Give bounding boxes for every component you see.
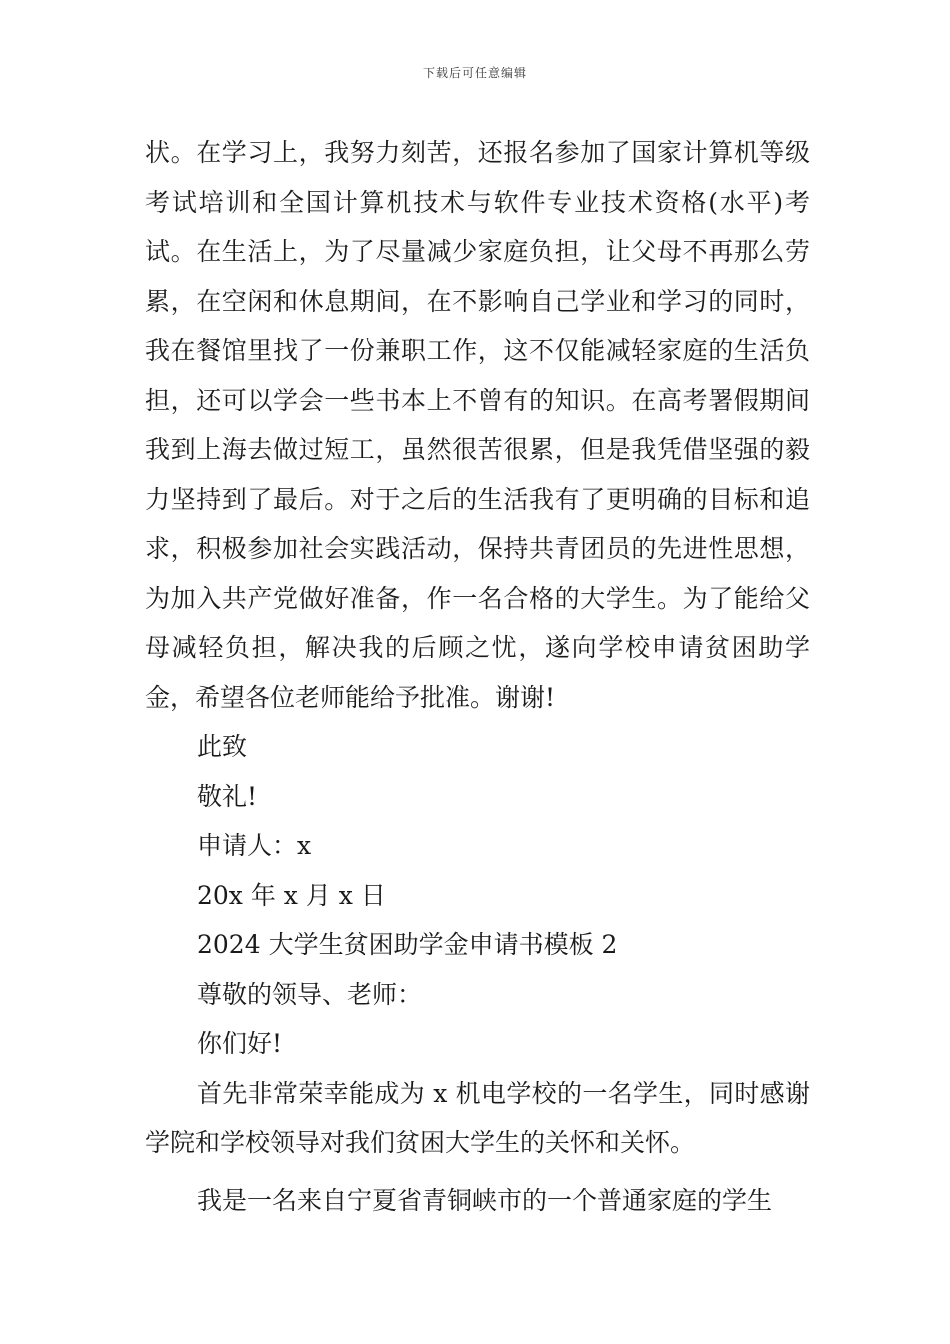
salutation-line: 尊敬的领导、老师：	[197, 979, 423, 1009]
date-line: 20x 年 x 月 x 日	[197, 880, 386, 910]
section-title: 2024 大学生贫困助学金申请书模板 2	[197, 930, 618, 959]
paragraph-intro: 首先非常荣幸能成为 x 机电学校的一名学生，同时感谢学院和学校领导对我们贫困大学生的关怀和关怀。	[145, 1078, 810, 1157]
paragraph-continuation: 状。在学习上，我努力刻苦，还报名参加了国家计算机等级考试培训和全国计算机技术与软件专业技术资格(水平)考试。在生活上，为了尽量减少家庭负担，让父母不再那么劳累，在空闲和休息期间，在不影响自己学业和学习的同时，我在餐馆里找了一份兼职工作，这不仅能减轻家庭的生活负担，还可以学会一些书本上不曾有的知识。在高考署假期间我到上海去做过短工，虽然很苦很累，但是我凭借坚强的毅力坚持到了最后。对于之后的生活我有了更明确的目标和追求，积极参加社会实践活动，保持共青团员的先进性思想，为加入共产党做好准备，作一名合格的大学生。为了能给父母减轻负担，解决我的后顾之忧，遂向学校申请贫困助学金，希望各位老师能给予批准。谢谢!	[145, 138, 810, 712]
document-body	[145, 128, 810, 1225]
greeting-line: 你们好!	[197, 1029, 283, 1058]
applicant-line: 申请人：x	[197, 831, 312, 860]
page-header-note: 下载后可任意编辑	[422, 66, 527, 80]
closing-line-2: 敬礼!	[197, 781, 258, 811]
closing-line-1: 此致	[197, 732, 248, 761]
paragraph-background: 我是一名来自宁夏省青铜峡市的一个普通家庭的学生	[197, 1185, 773, 1215]
